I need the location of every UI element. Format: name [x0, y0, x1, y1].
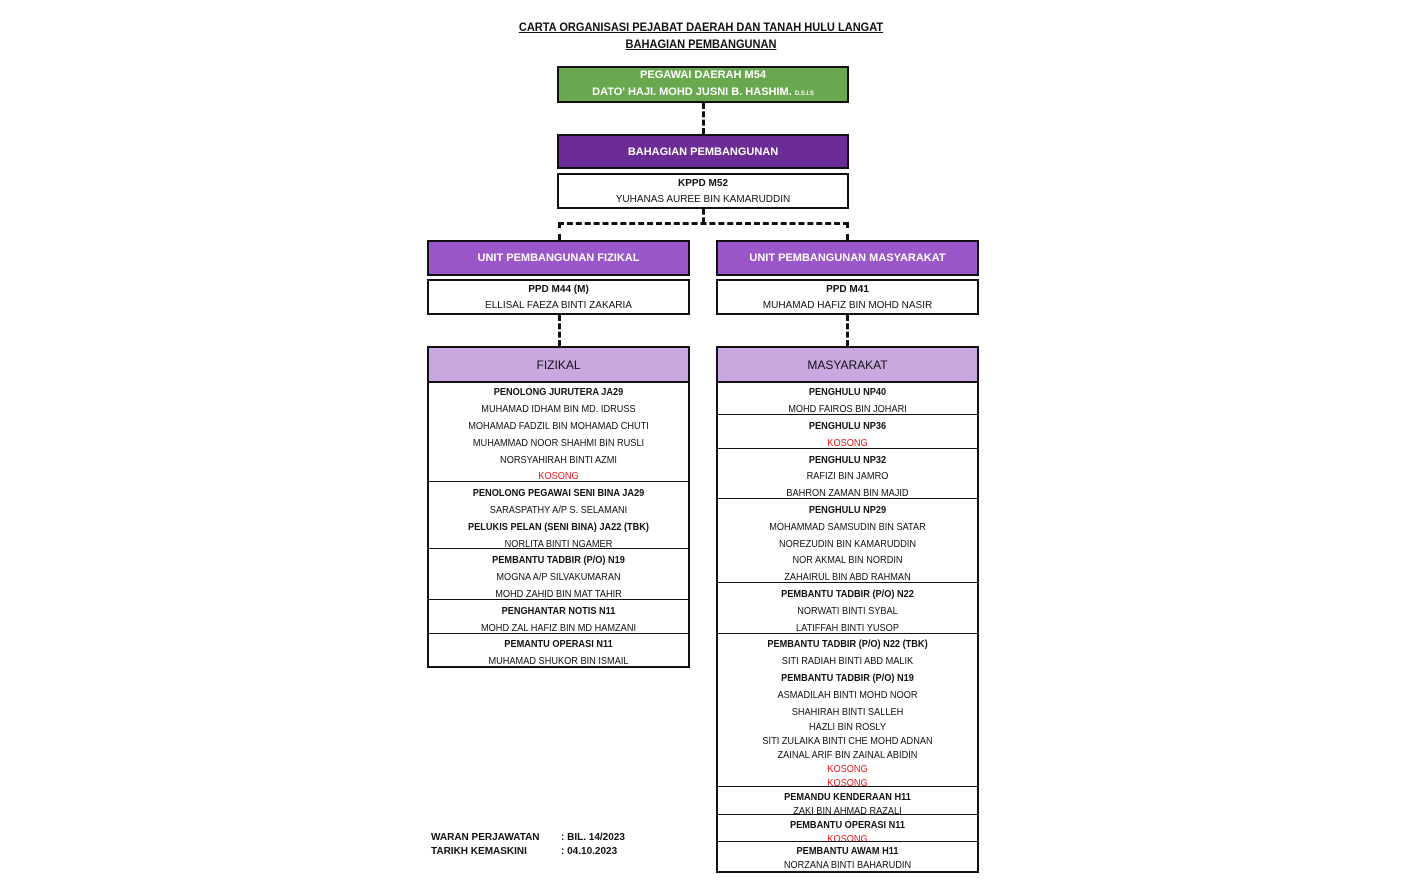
- staff-name: MUHAMAD SHUKOR BIN ISMAIL: [488, 656, 629, 667]
- connector-right-drop: [846, 222, 849, 240]
- staff-name: SARASPATHY A/P S. SELAMANI: [489, 505, 628, 516]
- unit-masyarakat-header: UNIT PEMBANGUNAN MASYARAKAT: [716, 240, 979, 276]
- position-title: PENGHULU NP36: [808, 421, 887, 432]
- unit-masyarakat-head-name: MUHAMAD HAFIZ BIN MOHD NASIR: [762, 300, 933, 311]
- staff-name: SITI ZULAIKA BINTI CHE MOHD ADNAN: [762, 736, 933, 747]
- position-title: PENOLONG JURUTERA JA29: [493, 387, 624, 398]
- group-separator: [429, 633, 688, 634]
- group-separator: [718, 633, 977, 634]
- group-separator: [718, 841, 977, 842]
- staff-name: MOHD ZAL HAFIZ BIN MD HAMZANI: [480, 623, 637, 634]
- position-title: PENOLONG PEGAWAI SENI BINA JA29: [472, 488, 645, 499]
- group-separator: [429, 599, 688, 600]
- staff-name: SITI RADIAH BINTI ABD MALIK: [781, 656, 914, 667]
- masyarakat-section-header: MASYARAKAT: [718, 348, 977, 383]
- district-officer-honorific: D.S.I.S: [794, 90, 814, 97]
- fizikal-section-header: FIZIKAL: [429, 348, 688, 383]
- division-header: BAHAGIAN PEMBANGUNAN: [557, 134, 849, 169]
- staff-name: NORSYAHIRAH BINTI AZMI: [500, 455, 617, 466]
- unit-fizikal-header: UNIT PEMBANGUNAN FIZIKAL: [427, 240, 690, 276]
- staff-name: MOHAMAD FADZIL BIN MOHAMAD CHUTI: [468, 421, 649, 432]
- group-separator: [718, 786, 977, 787]
- staff-name: NOREZUDIN BIN KAMARUDDIN: [779, 539, 916, 550]
- staff-name: MOHD ZAHID BIN MAT TAHIR: [495, 589, 622, 600]
- district-officer-name-line: [592, 84, 814, 103]
- group-separator: [718, 448, 977, 449]
- position-title: PEMANDU KENDERAAN H11: [784, 792, 911, 803]
- staff-name: MUHAMMAD NOOR SHAHMI BIN RUSLI: [472, 438, 645, 449]
- staff-name: NORWATI BINTI SYBAL: [797, 606, 898, 617]
- position-title: PEMBANTU OPERASI N11: [789, 820, 906, 831]
- unit-fizikal-head-name: ELLISAL FAEZA BINTI ZAKARIA: [485, 300, 632, 311]
- group-separator: [429, 548, 688, 549]
- vacant-slot: KOSONG: [538, 471, 579, 482]
- staff-name: LATIFFAH BINTI YUSOP: [796, 623, 899, 634]
- vacant-slot: KOSONG: [827, 778, 868, 789]
- staff-name: BAHRON ZAMAN BIN MAJID: [786, 488, 909, 499]
- staff-name: NORLITA BINTI NGAMER: [504, 539, 613, 550]
- position-title: PEMBANTU TADBIR (P/O) N19: [781, 673, 914, 684]
- waran-value: : BIL. 14/2023: [561, 832, 625, 843]
- staff-name: ZAHAIRUL BIN ABD RAHMAN: [784, 572, 911, 583]
- staff-name: MOHD FAIROS BIN JOHARI: [788, 404, 907, 415]
- vacant-slot: KOSONG: [827, 764, 868, 775]
- group-separator: [718, 498, 977, 499]
- position-title: PEMANTU OPERASI N11: [504, 639, 613, 650]
- staff-name: NORZANA BINTI BAHARUDIN: [783, 860, 912, 871]
- district-officer-title: PEGAWAI DAERAH M54: [640, 68, 766, 81]
- connector-horizontal: [558, 222, 849, 225]
- unit-fizikal-head-box: [427, 279, 690, 315]
- masyarakat-section: [716, 346, 979, 873]
- fizikal-section: [427, 346, 690, 668]
- staff-name: ASMADILAH BINTI MOHD NOOR: [777, 690, 918, 701]
- group-separator: [429, 481, 688, 482]
- position-title: PEMBANTU TADBIR (P/O) N22 (TBK): [767, 639, 928, 650]
- district-officer-name: DATO' HAJI. MOHD JUSNI B. HASHIM.: [592, 85, 792, 98]
- staff-name: MOHAMMAD SAMSUDIN BIN SATAR: [769, 522, 926, 533]
- connector-division-down: [702, 209, 705, 223]
- staff-name: HAZLI BIN ROSLY: [808, 722, 887, 733]
- position-title: PELUKIS PELAN (SENI BINA) JA22 (TBK): [468, 522, 649, 533]
- group-separator: [718, 414, 977, 415]
- group-separator: [718, 582, 977, 583]
- connector-left-drop: [558, 222, 561, 240]
- staff-name: ZAKI BIN AHMAD RAZALI: [793, 806, 902, 817]
- vacant-slot: KOSONG: [827, 834, 868, 845]
- position-title: PENGHANTAR NOTIS N11: [501, 606, 616, 617]
- staff-name: ZAINAL ARIF BIN ZAINAL ABIDIN: [777, 750, 918, 761]
- tarikh-label: TARIKH KEMASKINI: [431, 846, 527, 857]
- unit-masyarakat-head-box: [716, 279, 979, 315]
- group-separator: [718, 814, 977, 815]
- position-title: PEMBANTU TADBIR (P/O) N19: [492, 555, 625, 566]
- connector-fizikal: [558, 315, 561, 346]
- division-head-name: YUHANAS AUREE BIN KAMARUDDIN: [615, 194, 791, 205]
- district-officer-box: [557, 66, 849, 103]
- staff-name: NOR AKMAL BIN NORDIN: [792, 555, 903, 566]
- division-head-title: KPPD M52: [677, 178, 728, 189]
- position-title: PEMBANTU TADBIR (P/O) N22: [781, 589, 914, 600]
- tarikh-value: : 04.10.2023: [561, 846, 618, 857]
- connector-masyarakat: [846, 315, 849, 346]
- vacant-slot: KOSONG: [827, 438, 868, 449]
- position-title: PENGHULU NP32: [808, 455, 887, 466]
- chart-title: CARTA ORGANISASI PEJABAT DAERAH DAN TANAH HULU LANGAT: [518, 20, 884, 34]
- staff-name: MOGNA A/P SILVAKUMARAN: [496, 572, 621, 583]
- connector-top: [702, 103, 705, 134]
- position-title: PENGHULU NP29: [808, 505, 887, 516]
- staff-name: MUHAMAD IDHAM BIN MD. IDRUSS: [481, 404, 636, 415]
- chart-subtitle: BAHAGIAN PEMBANGUNAN: [625, 37, 777, 51]
- staff-name: SHAHIRAH BINTI SALLEH: [791, 707, 904, 718]
- division-head-box: [557, 173, 849, 209]
- position-title: PENGHULU NP40: [808, 387, 887, 398]
- unit-masyarakat-head-title: PPD M41: [826, 284, 869, 295]
- waran-label: WARAN PERJAWATAN: [431, 832, 540, 843]
- unit-fizikal-head-title: PPD M44 (M): [528, 284, 589, 295]
- staff-name: RAFIZI BIN JAMRO: [806, 471, 889, 482]
- position-title: PEMBANTU AWAM H11: [796, 846, 899, 857]
